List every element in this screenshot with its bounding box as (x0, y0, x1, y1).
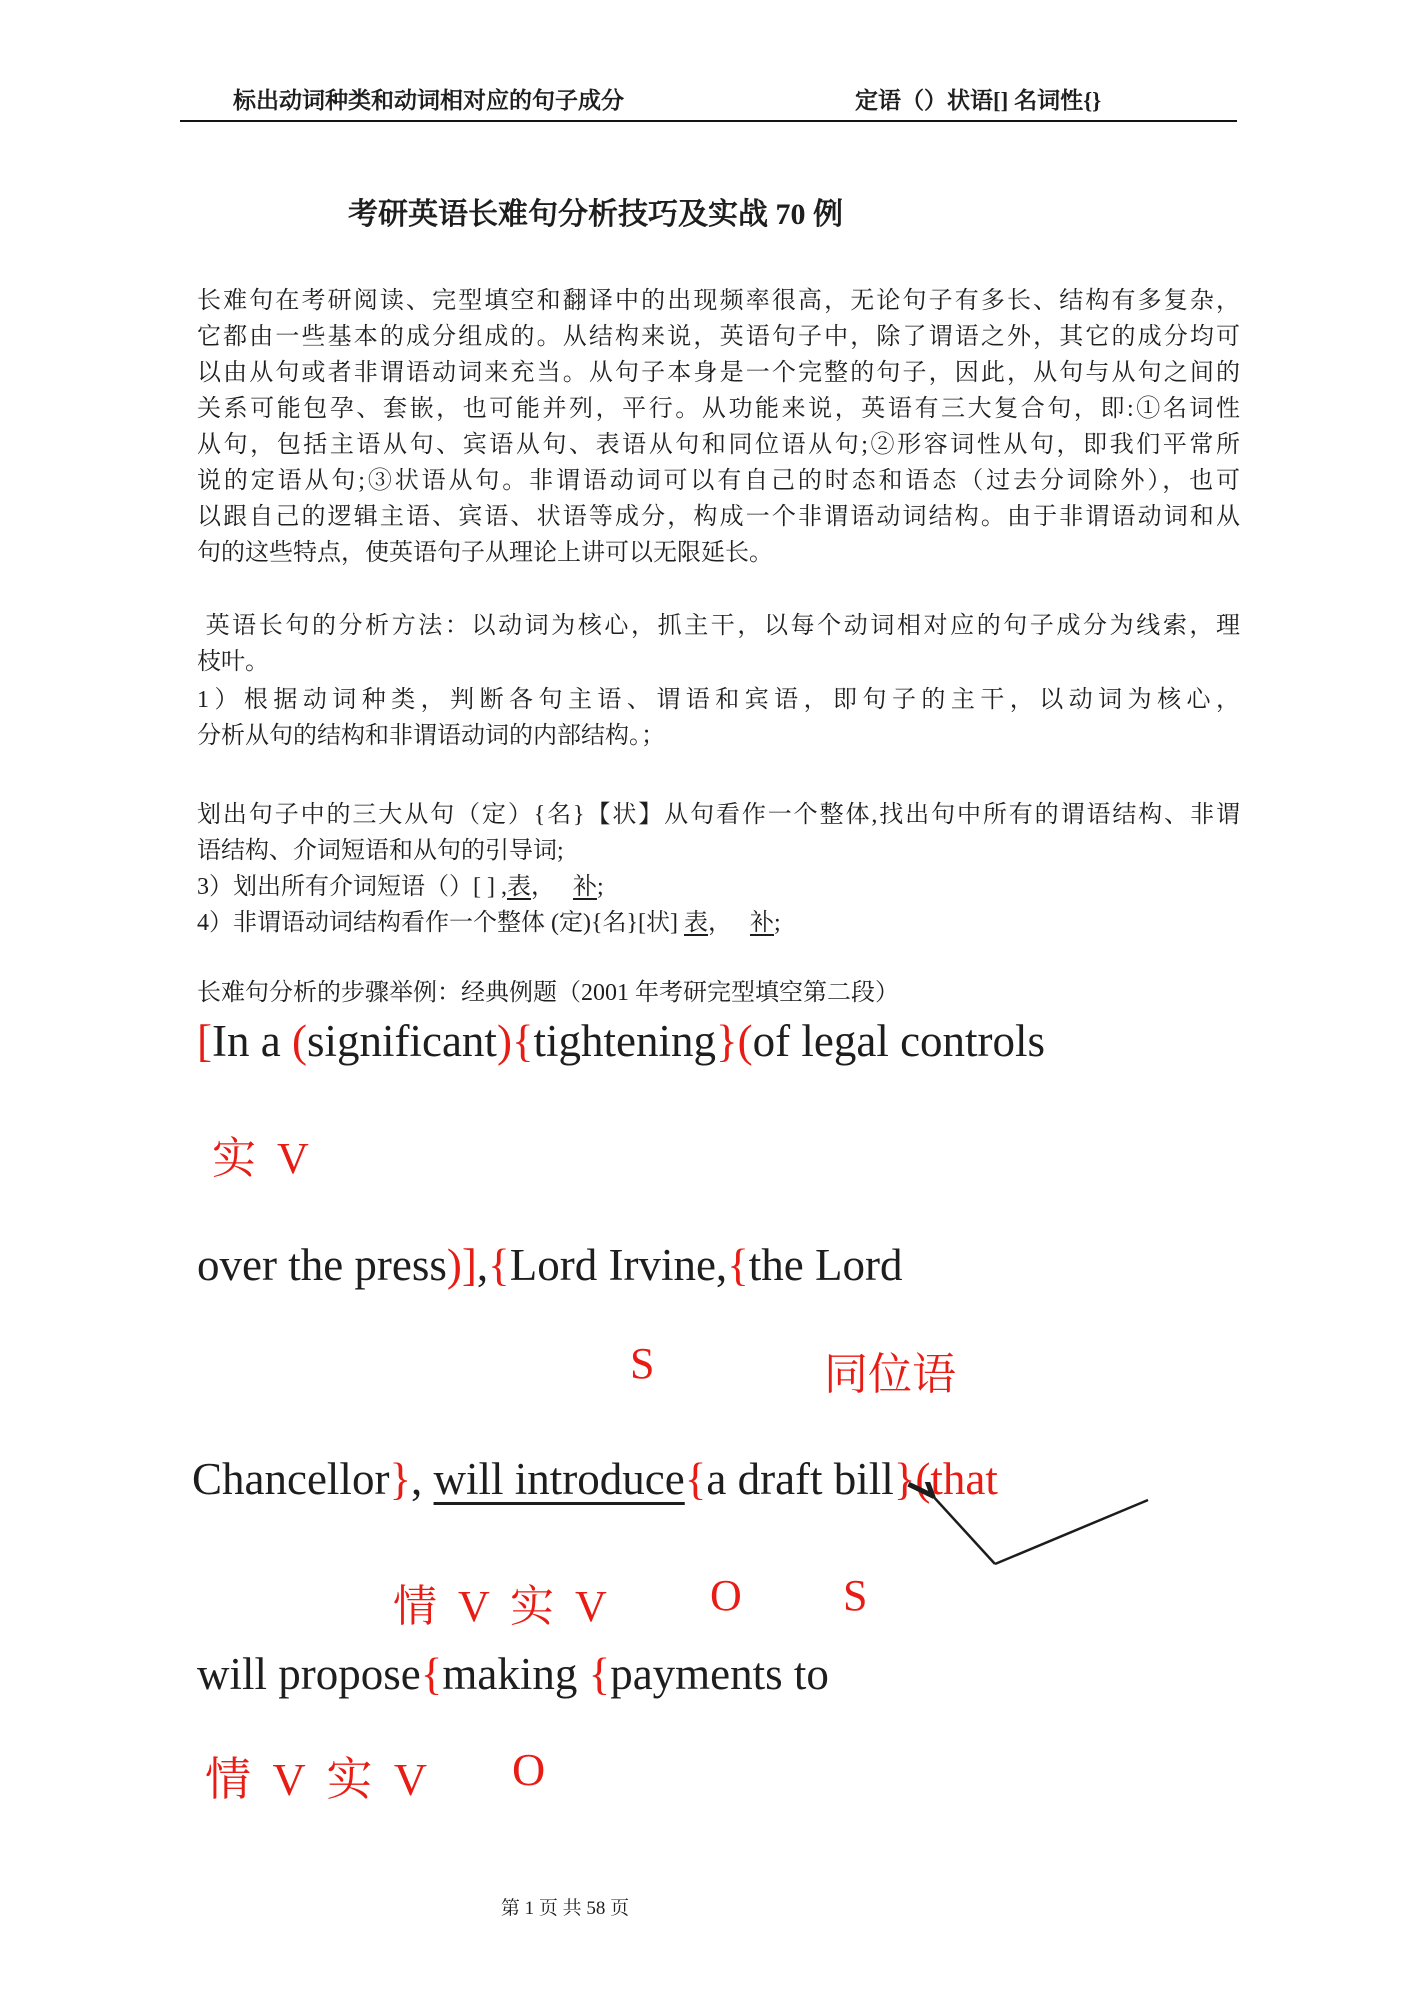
intro-line: 长难句在考研阅读、完型填空和翻译中的出现频率很高，无论句子有多长、结构有多复杂， (197, 288, 1240, 314)
step3-line: 3）划出所有介词短语（）[ ] ,表， 补; (197, 874, 604, 900)
step1-paragraph (197, 682, 1240, 754)
clause-rule-line: 划出句子中的三大从句（定）{名}【状】从句看作一个整体,找出句中所有的谓语结构、非谓 (197, 802, 1240, 828)
page-number: 第 1 页 共 58 页 (500, 1898, 630, 1919)
intro-line: 关系可能包孕、套嵌，也可能并列，平行。从功能来说，英语有三大复合句，即:①名词性 (197, 396, 1240, 422)
intro-line: 以跟自己的逻辑主语、宾语、状语等成分，构成一个非谓语动词结构。由于非谓语动词和从 (197, 504, 1240, 530)
sentence-line-4: will propose{making {payments to (197, 1649, 829, 1699)
step1-line: 1）根据动词种类，判断各句主语、谓语和宾语，即句子的主干，以动词为核心， (197, 687, 1240, 713)
annotation-object: O (710, 1571, 742, 1620)
clause-rule-line: 语结构、介词短语和从句的引导词; (197, 838, 564, 864)
method-line: 枝叶。 (197, 649, 269, 675)
annotation-modal-verb: 情 V 实 V (393, 1582, 607, 1631)
annotation-subject: S (630, 1339, 655, 1388)
annotation-subject-2: S (843, 1571, 868, 1620)
page-title: 考研英语长难句分析技巧及实战 70 例 (348, 198, 843, 231)
header-rule (180, 120, 1237, 122)
intro-line: 它都由一些基本的成分组成的。从结构来说，英语句子中，除了谓语之外，其它的成分均可 (197, 324, 1240, 350)
annotation-shi-v: 实 V (212, 1134, 309, 1183)
step1-line: 分析从句的结构和非谓语动词的内部结构。； (197, 723, 665, 749)
intro-line: 说的定语从句;③状语从句。非谓语动词可以有自己的时态和语态（过去分词除外），也可 (197, 468, 1240, 494)
steps-paragraph (197, 797, 1240, 941)
method-paragraph (197, 608, 1240, 680)
page-header-right: 定语（）状语[] 名词性{} (855, 88, 1102, 113)
reference-arrow (898, 1482, 1168, 1572)
page-header-left: 标出动词种类和动词相对应的句子成分 (233, 88, 624, 113)
intro-line: 句的这些特点，使英语句子从理论上讲可以无限延长。 (197, 540, 773, 566)
step4-line: 4）非谓语动词结构看作一个整体 (定){名}[状] 表， 补; (197, 910, 781, 936)
intro-line: 从句，包括主语从句、宾语从句、表语从句和同位语从句;②形容词性从句，即我们平常所 (197, 432, 1240, 458)
sentence-line-3: Chancellor}, will introduce{a draft bill}(that (192, 1454, 998, 1504)
intro-paragraph (197, 283, 1240, 571)
sentence-line-1: [In a (significant){tightening}(of legal controls (197, 1016, 1046, 1066)
annotation-apposition: 同位语 (824, 1350, 956, 1399)
intro-line: 以由从句或者非谓语动词来充当。从句子本身是一个完整的句子，因此，从句与从句之间的 (197, 360, 1240, 386)
sentence-line-2: over the press)],{Lord Irvine,{the Lord (197, 1240, 903, 1290)
annotation-modal-verb-2: 情 V 实 V (205, 1754, 428, 1805)
example-caption: 长难句分析的步骤举例：经典例题（2001 年考研完型填空第二段） (197, 980, 899, 1006)
method-line: 英语长句的分析方法：以动词为核心，抓主干，以每个动词相对应的句子成分为线索，理 (197, 613, 1240, 639)
annotation-object-2: O (512, 1744, 546, 1795)
